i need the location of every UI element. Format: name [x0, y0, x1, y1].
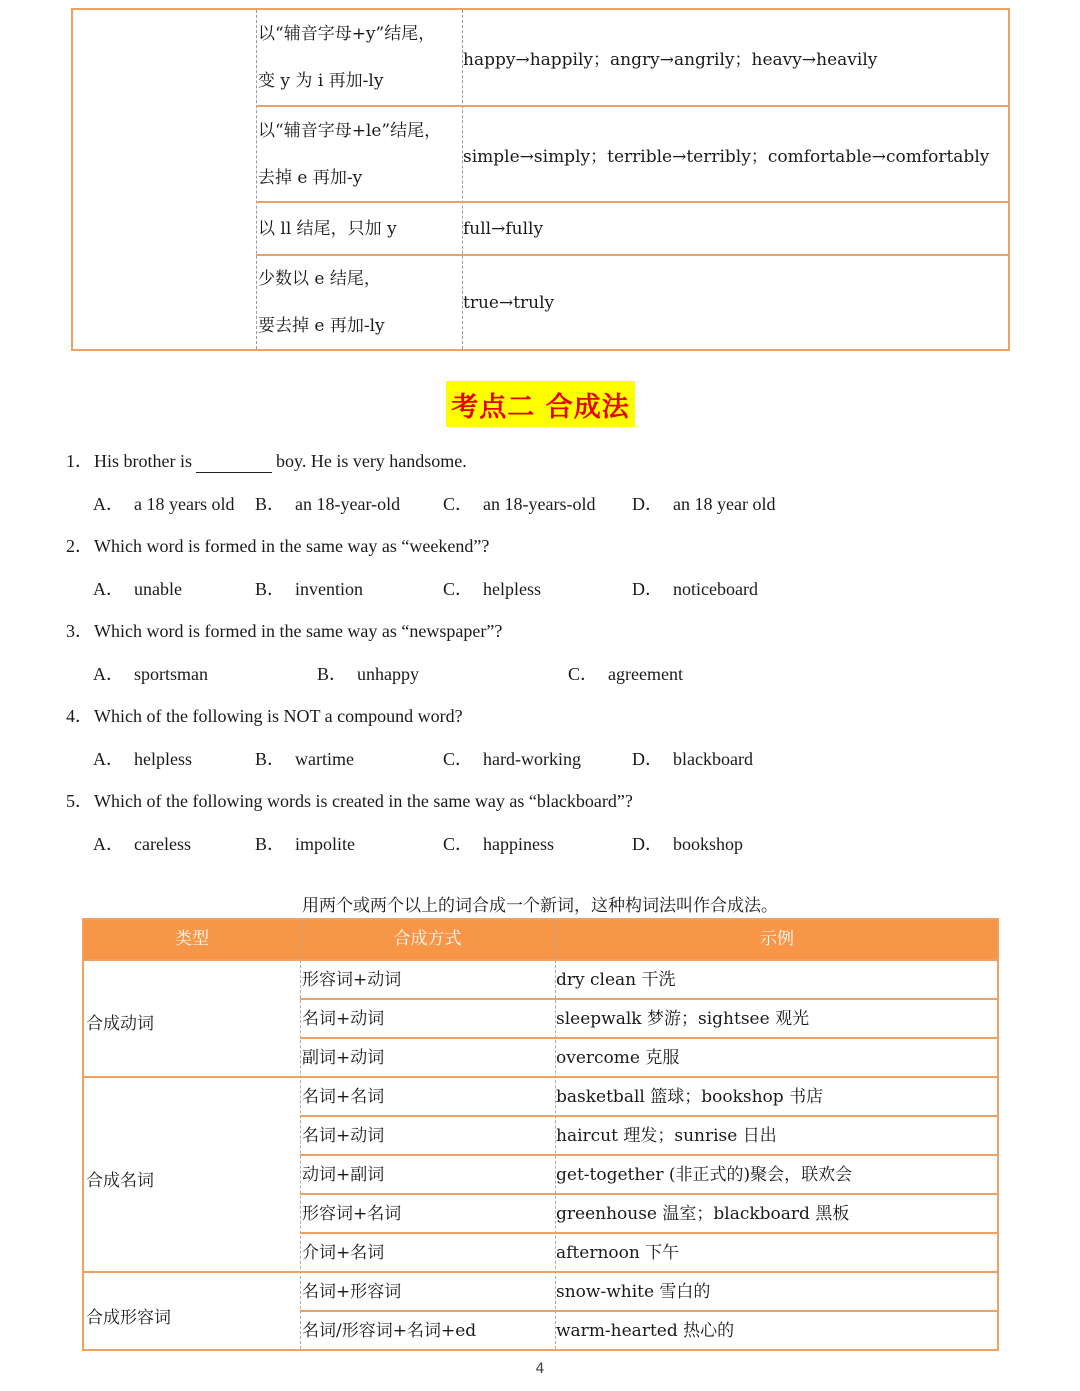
row-divider [84, 959, 997, 961]
table-row [256, 256, 1008, 349]
method-cell: 副词+动词 [302, 1048, 385, 1068]
method-cell: 名词/形容词+名词+ed [302, 1321, 477, 1341]
rule-cell [258, 10, 458, 105]
option-text: helpless [134, 749, 192, 769]
question-3 [66, 617, 502, 643]
option-text: invention [295, 579, 364, 599]
example-cell: full→fully [463, 218, 544, 239]
option-letter: A． [93, 664, 124, 684]
option-a[interactable] [93, 660, 208, 686]
example-cell: haircut 理发；sunrise 日出 [556, 1126, 777, 1146]
option-d[interactable] [632, 490, 775, 516]
rule-line: 以“辅音字母+y”结尾， [258, 23, 436, 44]
rule-cell [258, 256, 458, 349]
option-text: careless [134, 834, 191, 854]
example-cell: happy→happily；angry→angrily；heavy→heavily [463, 50, 878, 70]
option-d[interactable] [632, 575, 758, 601]
option-text: blackboard [673, 749, 753, 769]
option-text: an 18-years-old [483, 494, 596, 514]
option-c[interactable] [443, 575, 541, 601]
example-cell: greenhouse 温室；blackboard 黑板 [556, 1204, 850, 1224]
option-b[interactable] [255, 745, 354, 771]
method-cell: 动词+副词 [302, 1165, 385, 1185]
option-text: unable [134, 579, 182, 599]
header-example: 示例 [760, 929, 794, 949]
method-cell: 名词+形容词 [302, 1282, 402, 1302]
example-cell: sleepwalk 梦游；sightsee 观光 [556, 1009, 810, 1029]
option-text: an 18 year old [673, 494, 776, 514]
question-1 [66, 447, 467, 473]
question-text: His brother is [94, 451, 192, 471]
question-text: Which word is formed in the same way as “weekend”? [94, 536, 490, 556]
row-divider [84, 1271, 997, 1273]
question-number: 1． [66, 451, 93, 471]
option-letter: D． [632, 834, 663, 854]
option-text: hard-working [483, 749, 581, 769]
option-d[interactable] [632, 830, 743, 856]
question-text: boy. He is very handsome. [276, 451, 467, 471]
option-letter: C． [443, 494, 474, 514]
option-text: wartime [295, 749, 354, 769]
question-4 [66, 702, 463, 728]
option-a[interactable] [93, 830, 191, 856]
option-a[interactable] [93, 490, 234, 516]
option-text: impolite [295, 834, 356, 854]
table-row [256, 203, 1008, 256]
option-letter: C． [443, 834, 474, 854]
option-letter: A． [93, 834, 124, 854]
compound-word-table [82, 918, 999, 1351]
example-cell: overcome 克服 [556, 1048, 680, 1068]
option-letter: A． [93, 494, 124, 514]
option-text: noticeboard [673, 579, 758, 599]
option-letter: A． [93, 749, 124, 769]
row-divider [84, 1076, 997, 1078]
option-letter: B． [255, 834, 286, 854]
column-divider [300, 920, 301, 1349]
rule-cell [258, 107, 458, 201]
method-cell: 名词+动词 [302, 1126, 385, 1146]
option-b[interactable] [317, 660, 419, 686]
method-cell: 形容词+动词 [302, 970, 402, 990]
option-b[interactable] [255, 830, 355, 856]
option-c[interactable] [568, 660, 683, 686]
option-letter: B． [255, 494, 286, 514]
option-a[interactable] [93, 745, 192, 771]
option-text: an 18-year-old [295, 494, 401, 514]
question-2 [66, 532, 489, 558]
rule-line: 去掉 e 再加-y [258, 167, 363, 188]
option-text: a 18 years old [134, 494, 235, 514]
rule-line: 变 y 为 i 再加-ly [258, 71, 384, 92]
option-text: happiness [483, 834, 555, 854]
option-c[interactable] [443, 830, 554, 856]
type-compound-adjective: 合成形容词 [86, 1308, 171, 1328]
option-letter: B． [317, 664, 348, 684]
header-method: 合成方式 [393, 929, 462, 949]
table-row [256, 10, 1008, 107]
option-b[interactable] [255, 490, 400, 516]
option-text: helpless [483, 579, 542, 599]
question-text: Which of the following is NOT a compound word? [94, 706, 463, 726]
table-row [256, 107, 1008, 203]
option-letter: B． [255, 579, 286, 599]
section-title: 考点二 合成法 [446, 381, 635, 427]
question-5 [66, 787, 633, 813]
example-cell: dry clean 干洗 [556, 970, 676, 990]
option-letter: C． [568, 664, 599, 684]
method-cell: 名词+动词 [302, 1009, 385, 1029]
option-a[interactable] [93, 575, 182, 601]
question-number: 2． [66, 536, 93, 556]
method-cell: 名词+名词 [302, 1087, 385, 1107]
option-letter: A． [93, 579, 124, 599]
type-compound-verb: 合成动词 [86, 1014, 154, 1034]
table-caption: 用两个或两个以上的词合成一个新词，这种构词法叫作合成法。 [302, 896, 778, 916]
method-cell: 介词+名词 [302, 1243, 385, 1263]
option-text: agreement [608, 664, 683, 684]
question-number: 5． [66, 791, 93, 811]
rule-line: 少数以 e 结尾， [258, 269, 381, 290]
example-cell: basketball 篮球；bookshop 书店 [556, 1087, 824, 1107]
option-letter: D． [632, 494, 663, 514]
method-cell: 形容词+名词 [302, 1204, 402, 1224]
table-header [84, 920, 997, 959]
option-letter: C． [443, 749, 474, 769]
rule-line: 以“辅音字母+le”结尾， [258, 120, 442, 141]
rule-line: 要去掉 e 再加-ly [258, 315, 385, 336]
option-letter: D． [632, 749, 663, 769]
example-cell: afternoon 下午 [556, 1243, 680, 1263]
option-d[interactable] [632, 745, 753, 771]
example-cell: true→truly [463, 292, 555, 313]
option-text: bookshop [673, 834, 744, 854]
rule-line: 以 ll 结尾，只加 y [258, 218, 397, 239]
rule-cell [258, 203, 458, 254]
option-b[interactable] [255, 575, 363, 601]
answer-blank[interactable] [196, 451, 272, 473]
example-cell: get-together (非正式的)聚会，联欢会 [556, 1165, 853, 1185]
question-number: 3． [66, 621, 93, 641]
option-letter: B． [255, 749, 286, 769]
question-number: 4． [66, 706, 93, 726]
option-c[interactable] [443, 745, 581, 771]
type-compound-noun: 合成名词 [86, 1171, 154, 1191]
option-c[interactable] [443, 490, 595, 516]
option-text: sportsman [134, 664, 208, 684]
word-formation-table-top [71, 8, 1010, 351]
question-text: Which of the following words is created in the same way as “blackboard”? [94, 791, 633, 811]
option-letter: D． [632, 579, 663, 599]
example-cell: simple→simply；terrible→terribly；comfortable→comfortably [463, 146, 990, 167]
header-type: 类型 [175, 929, 209, 949]
option-letter: C． [443, 579, 474, 599]
option-text: unhappy [357, 664, 420, 684]
example-cell: snow-white 雪白的 [556, 1282, 711, 1302]
page-number: 4 [535, 1361, 545, 1377]
question-text: Which word is formed in the same way as “newspaper”? [94, 621, 503, 641]
example-cell: warm-hearted 热心的 [556, 1321, 735, 1341]
